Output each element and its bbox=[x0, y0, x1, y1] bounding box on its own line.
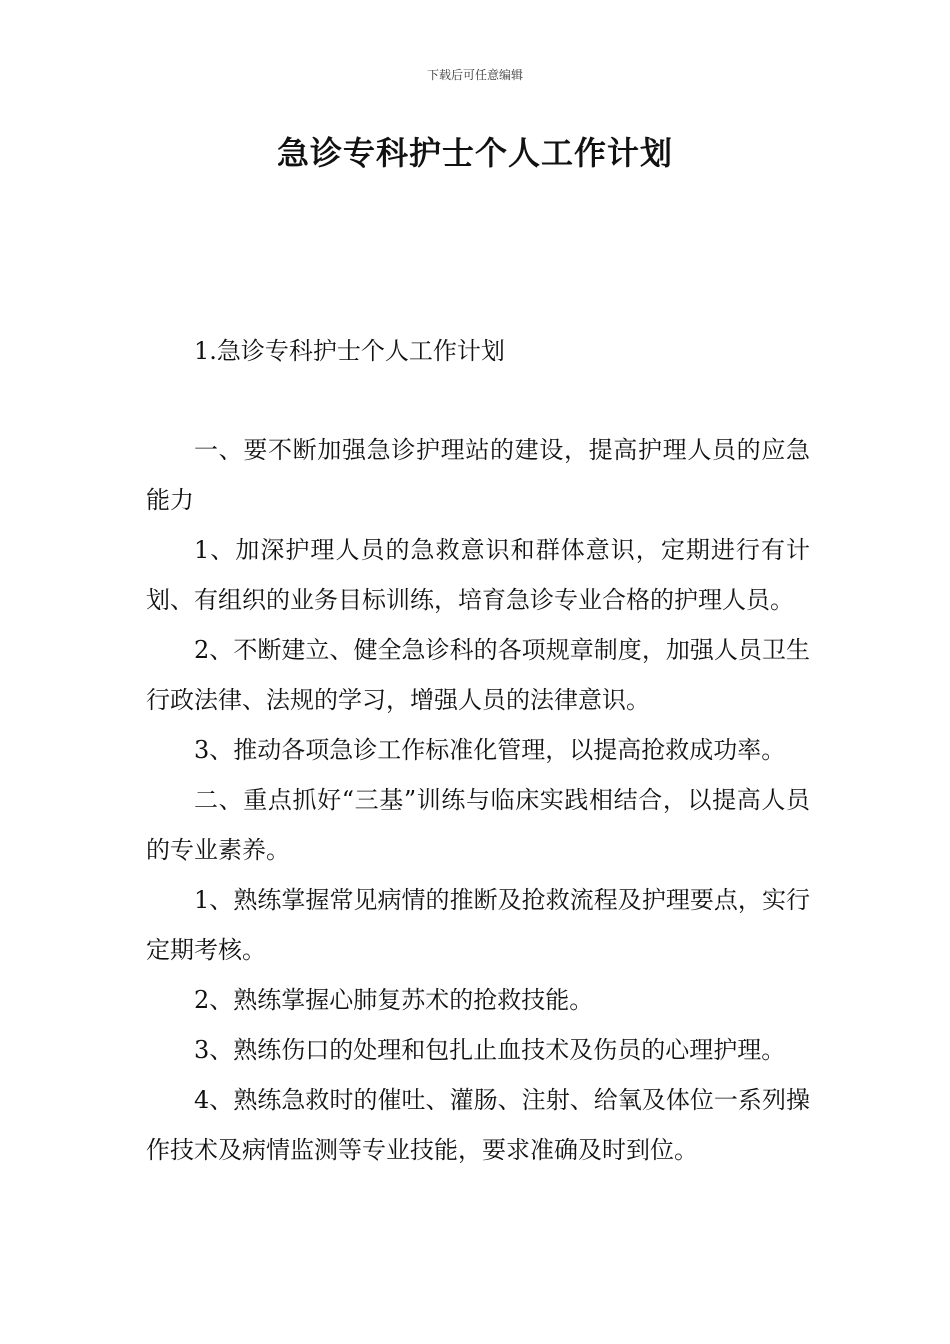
paragraph-section-1-heading: 一、要不断加强急诊护理站的建设，提高护理人员的应急能力 bbox=[146, 436, 810, 514]
paragraph-section-2-heading: 二、重点抓好“三基”训练与临床实践相结合，以提高人员的专业素养。 bbox=[146, 786, 810, 864]
paragraph-section-2-item-2: 2、熟练掌握心肺复苏术的抢救技能。 bbox=[194, 986, 594, 1014]
paragraph-section-1-item-3: 3、推动各项急诊工作标准化管理，以提高抢救成功率。 bbox=[194, 736, 786, 764]
paragraph-section-1-item-2: 2、不断建立、健全急诊科的各项规章制度，加强人员卫生行政法律、法规的学习，增强人员的法律意识。 bbox=[146, 636, 810, 714]
document-subtitle: 1.急诊专科护士个人工作计划 bbox=[194, 337, 505, 365]
document-title: 急诊专科护士个人工作计划 bbox=[276, 134, 673, 172]
page-header-note: 下载后可任意编辑 bbox=[426, 68, 523, 82]
paragraph-section-1-item-1: 1、加深护理人员的急救意识和群体意识，定期进行有计划、有组织的业务目标训练，培育急诊专业合格的护理人员。 bbox=[146, 536, 810, 614]
paragraph-section-2-item-4: 4、熟练急救时的催吐、灌肠、注射、给氧及体位一系列操作技术及病情监测等专业技能，要求准确及时到位。 bbox=[146, 1086, 810, 1164]
paragraph-section-2-item-3: 3、熟练伤口的处理和包扎止血技术及伤员的心理护理。 bbox=[194, 1036, 786, 1064]
paragraph-section-2-item-1: 1、熟练掌握常见病情的推断及抢救流程及护理要点，实行定期考核。 bbox=[146, 886, 810, 964]
document-body bbox=[146, 425, 810, 1175]
